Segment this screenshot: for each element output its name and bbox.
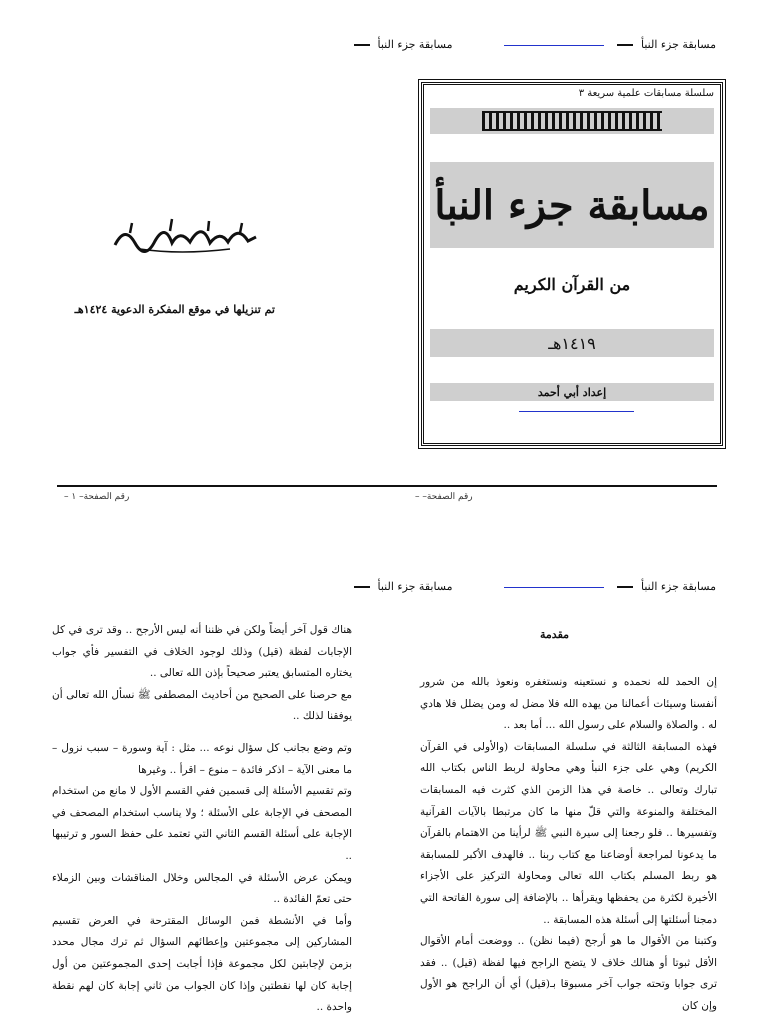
paragraph: وتم تقسيم الأسئلة إلى قسمين ففي القسم الأول لا مانع من استخدام المصحف في الإجابة على الأسئلة ؛ ولا يناسب استخدام المصحف في الإجابة على أسئلة القسم الثاني التي تعتمد على حفظ السور و ترتيبها .. (52, 785, 352, 862)
paragraph: مع حرصنا على الصحيح من أحاديث المصطفى ﷺ نسأل الله تعالى أن يوفقنا لذلك .. (52, 688, 352, 723)
paragraph: وكتبنا من الأقوال ما هو أرجح (فيما نظن) .. ووضعت أمام الأقوال الأقل ثبوتا أو هنالك خلاف لا يتضح الراجح فيها لفظة (قيل) .. فقد ترى جوابا وتحته جواب آخر مسبوقا بـ(قيل) أي أن الراجح هو الأول وإن كان (420, 935, 717, 1012)
header-title: مسابقة جزء النبأ (640, 38, 716, 51)
header-link-line (504, 587, 604, 588)
author-band (430, 383, 714, 401)
header-title: مسابقة جزء النبأ (377, 580, 453, 593)
header-link-line (504, 45, 604, 46)
page1-header-left (350, 38, 453, 51)
basmala-calligraphy (482, 111, 662, 131)
cover-year: ١٤١٩هـ (548, 333, 596, 353)
series-label: سلسلة مسابقات علمية سريعة ٣ (578, 88, 714, 99)
left-text-column (52, 620, 352, 1019)
header-dash (354, 586, 370, 588)
page1-header-right (498, 38, 716, 51)
header-dash (354, 44, 370, 46)
paragraph: وتم وضع بجانب كل سؤال نوعه ... مثل : آية وسورة – سبب نزول –ما معنى الآية – اذكر فائدة – منوع – اقرأ .. وغيرها (52, 741, 352, 776)
cover-box (421, 82, 723, 446)
title-band (430, 162, 714, 248)
intro-heading: مقدمة (540, 628, 570, 641)
year-band (430, 329, 714, 357)
paragraph: إن الحمد لله نحمده و نستعينه ونستغفره ونعوذ بالله من شرور أنفسنا وسيئات أعمالنا من يهده الله فلا مضل له ومن يضلل فلا هادي له . والصلاة والسلام على رسول الله ... أما بعد .. (420, 676, 717, 732)
header-dash (617, 586, 633, 588)
paragraph: هناك قول آخر أيضاً ولكن في ظننا أنه ليس الأرجح .. وقد ترى في كل الإجابات لفظة (قيل) وذلك لوجود الخلاف في التفسير فأي جواب يختاره المتسابق يعتبر صحيحاً بإذن الله تعالى .. (52, 624, 352, 680)
author-link-line (519, 411, 634, 412)
right-text-column (420, 672, 717, 1018)
paragraph: وأما في الأنشطة فمن الوسائل المقترحة في العرض تقسيم المشاركين إلى مجموعتين وإعطائهم السؤال ثم ترك مجال محدد بزمن لإجابتين لكل مجموعة فإذا أجابت إحدى المجموعتين من أول إجابة كان لها نقطتين وإذا كان الجواب من ثاني إجابة كان لهم نقطة واحدة .. (52, 914, 352, 1014)
header-dash (617, 44, 633, 46)
page2-header-right (498, 580, 716, 593)
upload-note: تم تنزيلها في موقع المفكرة الدعوية ١٤٢٤هـ (74, 303, 275, 316)
basmala-calligraphy-image (110, 215, 260, 255)
cover-author: إعداد أبي أحمد (537, 385, 607, 399)
paragraph: ويمكن عرض الأسئلة في المجالس وخلال المناقشات وبين الزملاء حتى تعمّ الفائدة .. (52, 871, 352, 906)
page-number-left: رقم الصفحة– ١ – (64, 492, 130, 502)
cover-title: مسابقة جزء النبأ (434, 181, 710, 229)
header-title: مسابقة جزء النبأ (377, 38, 453, 51)
page2-header-left (350, 580, 453, 593)
page-number-right: رقم الصفحة– – (415, 492, 473, 502)
paragraph: فهذه المسابقة الثالثة في سلسلة المسابقات (والأولى في القرآن الكريم) وهي على جزء النبأ وهي محاولة لربط الناس بكتاب الله تبارك وتعالى .. خاصة في هذا الزمن الذي كثرت فيه المسابقات المختلفة والمنوعة والتي قلّ منها ما كان مرتبطا بالآيات القرآنية وتفسيرها .. فلو رجعنا إلى سيرة النبي ﷺ لرأينا من الاهتمام بالقرآن ما يدعونا لمراجعة أوضاعنا مع كتاب ربنا .. فالهدف الأكبر للمسابقة هو ربط المسلم بكتاب الله تعالى ومحاولة التركيز على الأجزاء الأخيرة لكثرة من يحفظها ويقرأها .. بالإضافة إلى سورة الفاتحة التي دمجنا أسئلتها إلى أسئلة هذه المسابقة .. (420, 740, 717, 926)
page-divider (57, 485, 717, 487)
cover-subtitle: من القرآن الكريم (513, 275, 631, 294)
basmala-band (430, 108, 714, 134)
header-title: مسابقة جزء النبأ (640, 580, 716, 593)
